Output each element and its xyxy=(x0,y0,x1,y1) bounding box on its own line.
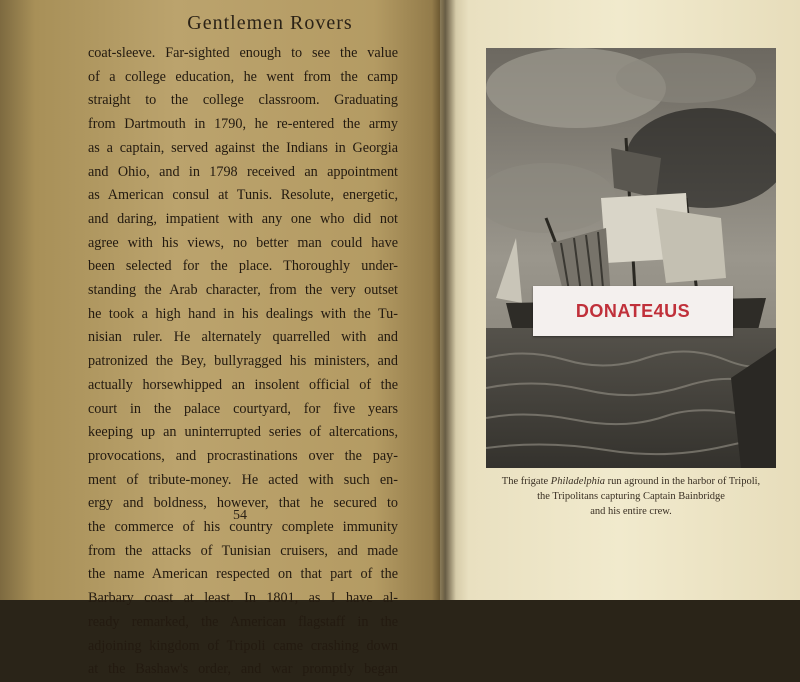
text-line: straight to the college classroom. Graduating xyxy=(88,92,398,109)
running-head: Gentlemen Rovers xyxy=(187,12,353,34)
text-line: nisian ruler. He alternately quarrelled with and xyxy=(88,329,398,346)
text-line: and daring, impatient with any one who did not xyxy=(88,210,398,227)
caption-prefix: The frigate xyxy=(501,476,551,487)
caption-line-1 xyxy=(486,474,776,489)
cloud xyxy=(616,53,756,103)
text-line: at the Bashaw's order, and war promptly began xyxy=(88,661,398,678)
illustration-caption xyxy=(486,474,776,519)
text-line: patronized the Bey, bullyragged his ministers, and xyxy=(88,353,398,370)
donate-sticker xyxy=(533,286,733,336)
text-line: been selected for the place. Thoroughly under- xyxy=(88,258,398,275)
text-line: ergy and boldness, however, that he secured to xyxy=(88,495,398,512)
text-line: as a captain, served against the Indians in Georgia xyxy=(88,139,398,156)
text-line: the name American respected on that part of the xyxy=(88,566,398,583)
text-line: provocations, and procrastinations over the pay- xyxy=(88,447,398,464)
text-line: coat-sleeve. Far-sighted enough to see the value xyxy=(88,45,398,61)
text-line: keeping up an uninterrupted series of altercations, xyxy=(88,424,398,441)
text-line: actually horsewhipped an insolent official of the xyxy=(88,376,398,393)
text-line: Barbary coast at least. In 1801, as I have al- xyxy=(88,590,398,607)
sticker-label: DONATE4US xyxy=(575,300,691,321)
sea xyxy=(486,328,776,468)
ship-name: Philadelphia xyxy=(550,476,606,487)
text-line: the commerce of his country complete immunity xyxy=(88,519,398,536)
text-line: ready remarked, the American flagstaff in the xyxy=(88,613,398,630)
caption-suffix: run aground in the harbor of Tripoli, xyxy=(605,476,761,487)
text-line: agree with his views, no better man could have xyxy=(88,234,398,251)
text-line: from the attacks of Tunisian cruisers, and made xyxy=(88,542,398,559)
illustration-plate xyxy=(486,48,776,468)
text-line: of a college education, he went from the camp xyxy=(88,68,398,85)
text-line: from Dartmouth in 1790, he re-entered the army xyxy=(88,116,398,133)
page-number: 54 xyxy=(233,508,247,523)
text-line: as American consul at Tunis. Resolute, energetic, xyxy=(88,187,398,204)
caption-line-3: and his entire crew. xyxy=(590,506,672,517)
text-line: adjoining kingdom of Tripoli came crashing down xyxy=(88,637,398,654)
body-text xyxy=(88,42,398,682)
text-line: and Ohio, and in 1798 received an appointment xyxy=(88,163,398,180)
text-line: he took a high hand in his dealings with the Tu- xyxy=(88,305,398,322)
ship-engraving xyxy=(486,48,776,468)
caption-line-2: the Tripolitans capturing Captain Bainbridge xyxy=(537,491,725,502)
book-gutter xyxy=(432,0,456,600)
text-line: standing the Arab character, from the very outset xyxy=(88,282,398,299)
sail xyxy=(656,208,726,283)
text-line: court in the palace courtyard, for five years xyxy=(88,400,398,417)
text-line: ment of tribute-money. He acted with such en- xyxy=(88,471,398,488)
